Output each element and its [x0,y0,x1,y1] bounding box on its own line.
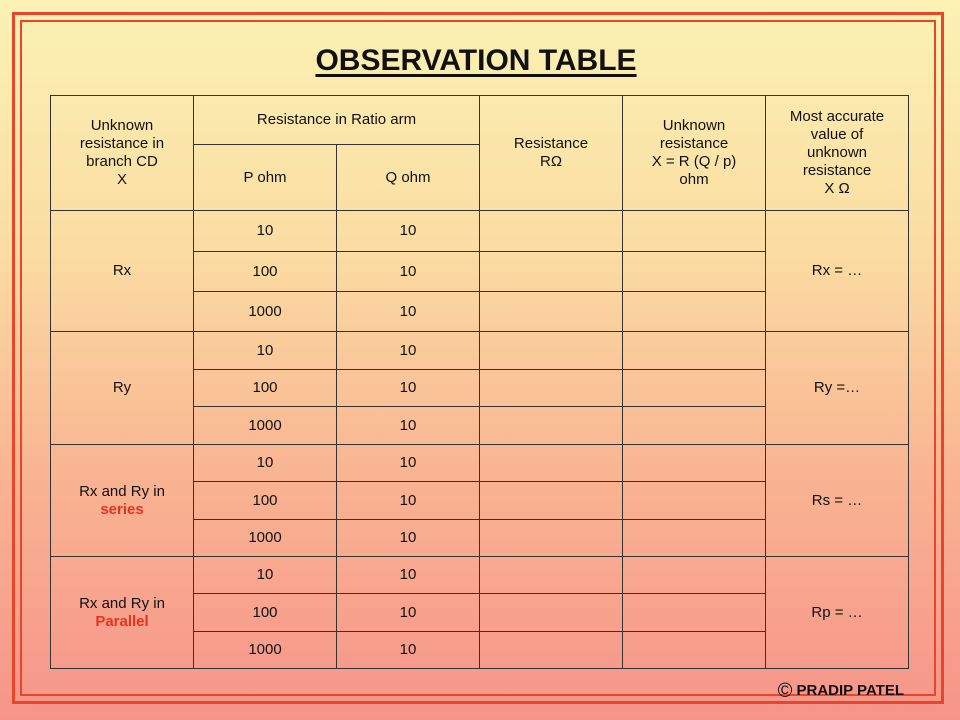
cell-unknown-x-empty [623,445,766,482]
cell-p-value: 1000 [194,407,337,445]
header-most-accurate [766,96,909,211]
cell-resistance-empty [480,520,623,557]
header-unknown-x-line: ohm [679,171,709,188]
cell-q-value: 10 [337,370,480,407]
cell-q-value: 10 [337,407,480,445]
group-label-line: Rx and Ry in [79,482,165,500]
cell-p-value: 10 [194,332,337,370]
cell-p-value: 100 [194,370,337,407]
cell-unknown-x-empty [623,370,766,407]
cell-resistance-empty [480,557,623,594]
table-row [51,557,909,594]
cell-unknown-x-empty [623,520,766,557]
cell-q-value: 10 [337,594,480,632]
cell-q-value: 10 [337,332,480,370]
cell-resistance-empty [480,292,623,332]
cell-resistance-empty [480,482,623,520]
cell-resistance-empty [480,445,623,482]
cell-p-value: 1000 [194,632,337,669]
group-label [51,445,194,557]
group-label-line: Rx [112,262,132,279]
group-label-line: Ry [112,379,132,396]
group-result: Rp = … [766,557,909,669]
copyright-author: PRADIP PATEL [796,682,904,699]
cell-resistance-empty [480,252,623,292]
header-p-ohm: P ohm [194,145,337,211]
header-unknown-resistance-line: branch CD [86,153,158,170]
header-unknown-resistance-line: resistance in [79,135,165,152]
cell-q-value: 10 [337,211,480,252]
group-label-line: Rx and Ry in [79,594,165,612]
cell-q-value: 10 [337,482,480,520]
cell-resistance-empty [480,594,623,632]
group-label [51,211,194,332]
cell-unknown-x-empty [623,252,766,292]
cell-resistance-empty [480,370,623,407]
cell-resistance-empty [480,407,623,445]
cell-p-value: 100 [194,252,337,292]
header-unknown-x-line: resistance [659,135,729,152]
copyright [778,680,904,703]
header-unknown-x-line: Unknown [662,117,726,134]
group-label-highlight: series [100,500,144,518]
observation-table-body [51,211,909,669]
cell-unknown-x-empty [623,211,766,252]
group-label [51,332,194,445]
table-row [51,332,909,370]
cell-unknown-x-empty [623,407,766,445]
header-unknown-x-line: X = R (Q / p) [651,153,737,170]
header-most-accurate-line: X Ω [824,180,850,197]
cell-p-value: 1000 [194,520,337,557]
header-resistance-line: RΩ [539,153,563,170]
cell-unknown-x-empty [623,632,766,669]
cell-q-value: 10 [337,445,480,482]
group-label-highlight: Parallel [95,612,149,630]
cell-unknown-x-empty [623,482,766,520]
cell-p-value: 100 [194,594,337,632]
header-resistance [480,96,623,211]
cell-q-value: 10 [337,520,480,557]
header-ratio-arm: Resistance in Ratio arm [194,96,480,145]
cell-unknown-x-empty [623,594,766,632]
cell-unknown-x-empty [623,557,766,594]
cell-unknown-x-empty [623,292,766,332]
cell-p-value: 10 [194,211,337,252]
cell-p-value: 100 [194,482,337,520]
cell-q-value: 10 [337,252,480,292]
group-result: Ry =… [766,332,909,445]
header-resistance-line: Resistance [513,135,589,152]
cell-q-value: 10 [337,557,480,594]
header-most-accurate-line: value of [810,126,864,143]
observation-table [50,95,909,669]
cell-q-value: 10 [337,292,480,332]
group-label [51,557,194,669]
header-unknown-resistance-line: Unknown [90,117,154,134]
cell-p-value: 10 [194,445,337,482]
header-unknown-resistance-line: X [116,171,127,188]
cell-q-value: 10 [337,632,480,669]
table-row [51,211,909,252]
header-most-accurate-line: resistance [802,162,872,179]
group-result: Rs = … [766,445,909,557]
page-title: OBSERVATION TABLE [315,44,637,77]
cell-p-value: 10 [194,557,337,594]
cell-resistance-empty [480,211,623,252]
table-row [51,445,909,482]
header-unknown-resistance [51,96,194,211]
cell-unknown-x-empty [623,332,766,370]
copyright-icon: © [777,680,793,702]
group-result: Rx = … [766,211,909,332]
cell-resistance-empty [480,632,623,669]
cell-p-value: 1000 [194,292,337,332]
header-most-accurate-line: Most accurate [789,108,885,125]
header-unknown-x [623,96,766,211]
cell-resistance-empty [480,332,623,370]
header-q-ohm: Q ohm [337,145,480,211]
header-most-accurate-line: unknown [806,144,868,161]
